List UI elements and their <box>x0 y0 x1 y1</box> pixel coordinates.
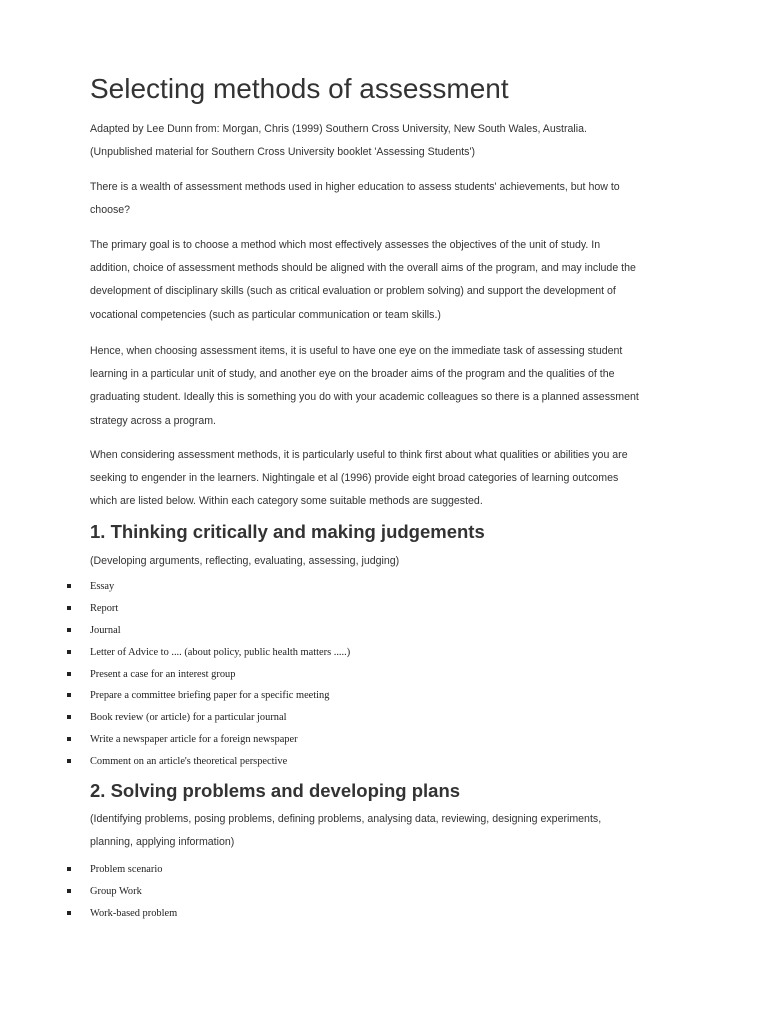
section-2-subtitle-line: planning, applying information) <box>90 836 235 849</box>
attribution-line: (Unpublished material for Southern Cross University booklet 'Assessing Students') <box>90 146 476 159</box>
list-item-label: Prepare a committee briefing paper for a specific meeting <box>90 690 330 702</box>
hence-line: learning in a particular unit of study, and another eye on the broader aims of the program and the qualities of the <box>90 368 615 381</box>
primary-goal-paragraph <box>90 234 690 327</box>
primary-goal-line: vocational competencies (such as particular communication or team skills.) <box>90 308 441 321</box>
bullet-icon <box>67 737 71 741</box>
considering-line: which are listed below. Within each category some suitable methods are suggested. <box>90 495 483 508</box>
primary-goal-line: The primary goal is to choose a method which most effectively assesses the objectives of the unit of study. In <box>90 239 601 251</box>
section-2-subtitle-line: (Identifying problems, posing problems, defining problems, analysing data, reviewing, designing experiments, <box>90 813 602 825</box>
list-item-label: Report <box>90 602 119 614</box>
bullet-icon <box>67 889 71 893</box>
list-item-label: Group Work <box>90 885 142 897</box>
list-item-label: Journal <box>90 624 121 636</box>
bullet-icon <box>67 911 71 915</box>
page-title: Selecting methods of assessment <box>90 73 509 104</box>
section-2-heading: 2. Solving problems and developing plans <box>90 780 461 801</box>
primary-goal-line: addition, choice of assessment methods should be aligned with the overall aims of the program, and may include the <box>90 262 636 275</box>
list-item-label: Write a newspaper article for a foreign newspaper <box>90 734 298 746</box>
list-item-label: Problem scenario <box>90 864 163 875</box>
intro-line: There is a wealth of assessment methods used in higher education to assess students' achievements, but how to <box>90 181 620 193</box>
bullet-icon <box>67 715 71 719</box>
section-2-subtitle <box>90 808 690 854</box>
list-item-label: Book review (or article) for a particular journal <box>90 712 287 724</box>
intro-paragraph <box>90 176 690 222</box>
hence-line: strategy across a program. <box>90 414 216 427</box>
bullet-icon <box>67 672 71 676</box>
section-1-subtitle-line: (Developing arguments, reflecting, evaluating, assessing, judging) <box>90 555 400 567</box>
bullet-icon <box>67 867 71 871</box>
bullet-icon <box>67 606 71 610</box>
bullet-icon <box>67 584 71 588</box>
section-1-heading: 1. Thinking critically and making judgements <box>90 521 485 542</box>
list-item-label: Essay <box>90 581 115 592</box>
hence-paragraph <box>90 340 690 433</box>
intro-line: choose? <box>90 204 131 217</box>
considering-line: seeking to engender in the learners. Nightingale et al (1996) provide eight broad categories of learning outcomes <box>90 472 619 485</box>
considering-line: When considering assessment methods, it is particularly useful to think first about what qualities or abilities you are <box>90 449 628 461</box>
list-item-label: Letter of Advice to .... (about policy, public health matters .....) <box>90 646 351 658</box>
list-item-label: Present a case for an interest group <box>90 668 236 680</box>
attribution-paragraph <box>90 118 690 164</box>
primary-goal-line: development of disciplinary skills (such as critical evaluation or problem solving) and support the development of <box>90 285 616 298</box>
hence-line: graduating student. Ideally this is something you do with your academic colleagues so there is a planned assessment <box>90 391 639 404</box>
section-1-subtitle <box>90 550 690 573</box>
bullet-icon <box>67 628 71 632</box>
list-item-label: Work-based problem <box>90 907 178 919</box>
bullet-icon <box>67 693 71 697</box>
attribution-line: Adapted by Lee Dunn from: Morgan, Chris (1999) Southern Cross University, New South Wales, Australia. <box>90 123 587 135</box>
list-item-label: Comment on an article's theoretical perspective <box>90 756 288 768</box>
bullet-icon <box>67 759 71 763</box>
hence-line: Hence, when choosing assessment items, it is useful to have one eye on the immediate task of assessing student <box>90 345 623 357</box>
considering-paragraph <box>90 444 690 514</box>
bullet-icon <box>67 650 71 654</box>
